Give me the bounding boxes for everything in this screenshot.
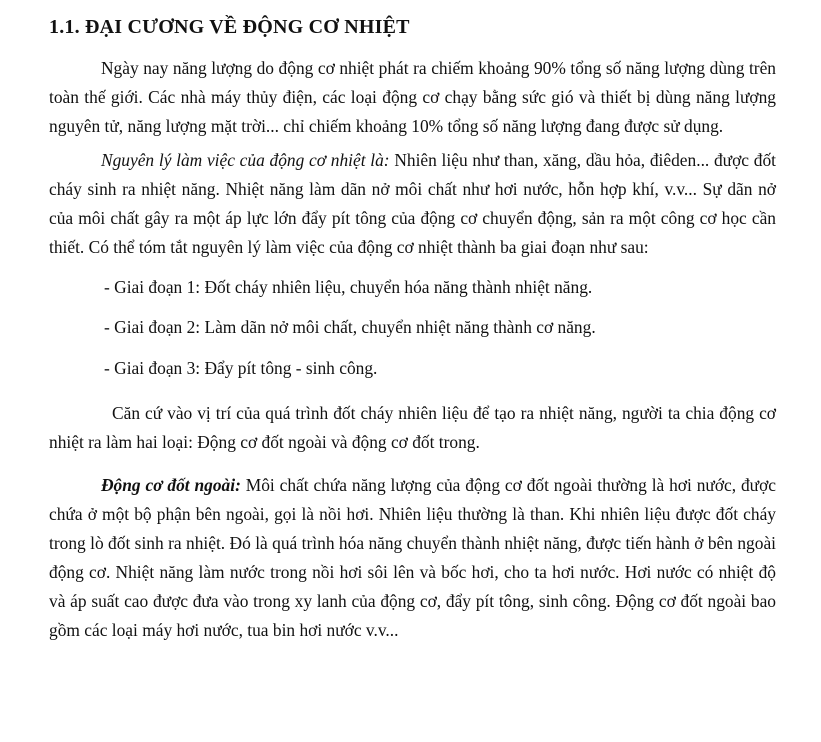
section-body	[49, 54, 776, 645]
stage-1-item: - Giai đoạn 1: Đốt cháy nhiên liệu, chuyển hóa năng thành nhiệt năng.	[104, 277, 593, 297]
section-heading: 1.1. ĐẠI CƯƠNG VỀ ĐỘNG CƠ NHIỆT	[49, 16, 410, 38]
paragraph-classification: Căn cứ vào vị trí của quá trình đốt cháy nhiên liệu để tạo ra nhiệt năng, người ta chia động cơ nhiệt ra làm hai loại: Động cơ đốt ngoài và động cơ đốt trong.	[49, 403, 776, 452]
stage-2-item: - Giai đoạn 2: Làm dãn nở môi chất, chuyển nhiệt năng thành cơ năng.	[104, 317, 596, 337]
principle-text: Nhiên liệu như than, xăng, dầu hỏa, điêden... được đốt cháy sinh ra nhiệt năng. Nhiệt năng làm dãn nở môi chất như hơi nước, hỗn hợp khí, v.v... Sự dãn nở của môi chất gây ra một áp lực lớn đẩy pít tông của động cơ chuyển động, sản ra một công cơ học cần thiết. Có thể tóm tắt nguyên lý làm việc của động cơ nhiệt thành ba giai đoạn như sau:	[49, 150, 776, 257]
external-combustion-lead: Động cơ đốt ngoài:	[101, 475, 241, 495]
principle-lead: Nguyên lý làm việc của động cơ nhiệt là:	[101, 150, 390, 170]
paragraph-intro: Ngày nay năng lượng do động cơ nhiệt phát ra chiếm khoảng 90% tổng số năng lượng dùng trên toàn thế giới. Các nhà máy thủy điện, các loại động cơ chạy bằng sức gió và thiết bị dùng năng lượng nguyên tử, năng lượng mặt trời... chỉ chiếm khoảng 10% tổng số năng lượng đang được sử dụng.	[49, 58, 776, 136]
paragraph-principle	[49, 146, 776, 262]
external-combustion-text: Môi chất chứa năng lượng của động cơ đốt ngoài thường là hơi nước, được chứa ở một bộ phận bên ngoài, gọi là nồi hơi. Nhiên liệu thường là than. Khi nhiên liệu được đốt cháy trong lò đốt sinh ra nhiệt. Đó là quá trình hóa năng chuyển thành nhiệt năng, được tiến hành ở bên ngoài động cơ. Nhiệt năng làm nước trong nồi hơi sôi lên và bốc hơi, cho ta hơi nước. Hơi nước có nhiệt độ và áp suất cao được đưa vào trong xy lanh của động cơ, đẩy pít tông, sinh công. Động cơ đốt ngoài bao gồm các loại máy hơi nước, tua bin hơi nước v.v...	[49, 475, 776, 640]
stage-3-item: - Giai đoạn 3: Đẩy pít tông - sinh công.	[104, 358, 378, 378]
paragraph-external-combustion	[49, 471, 776, 645]
